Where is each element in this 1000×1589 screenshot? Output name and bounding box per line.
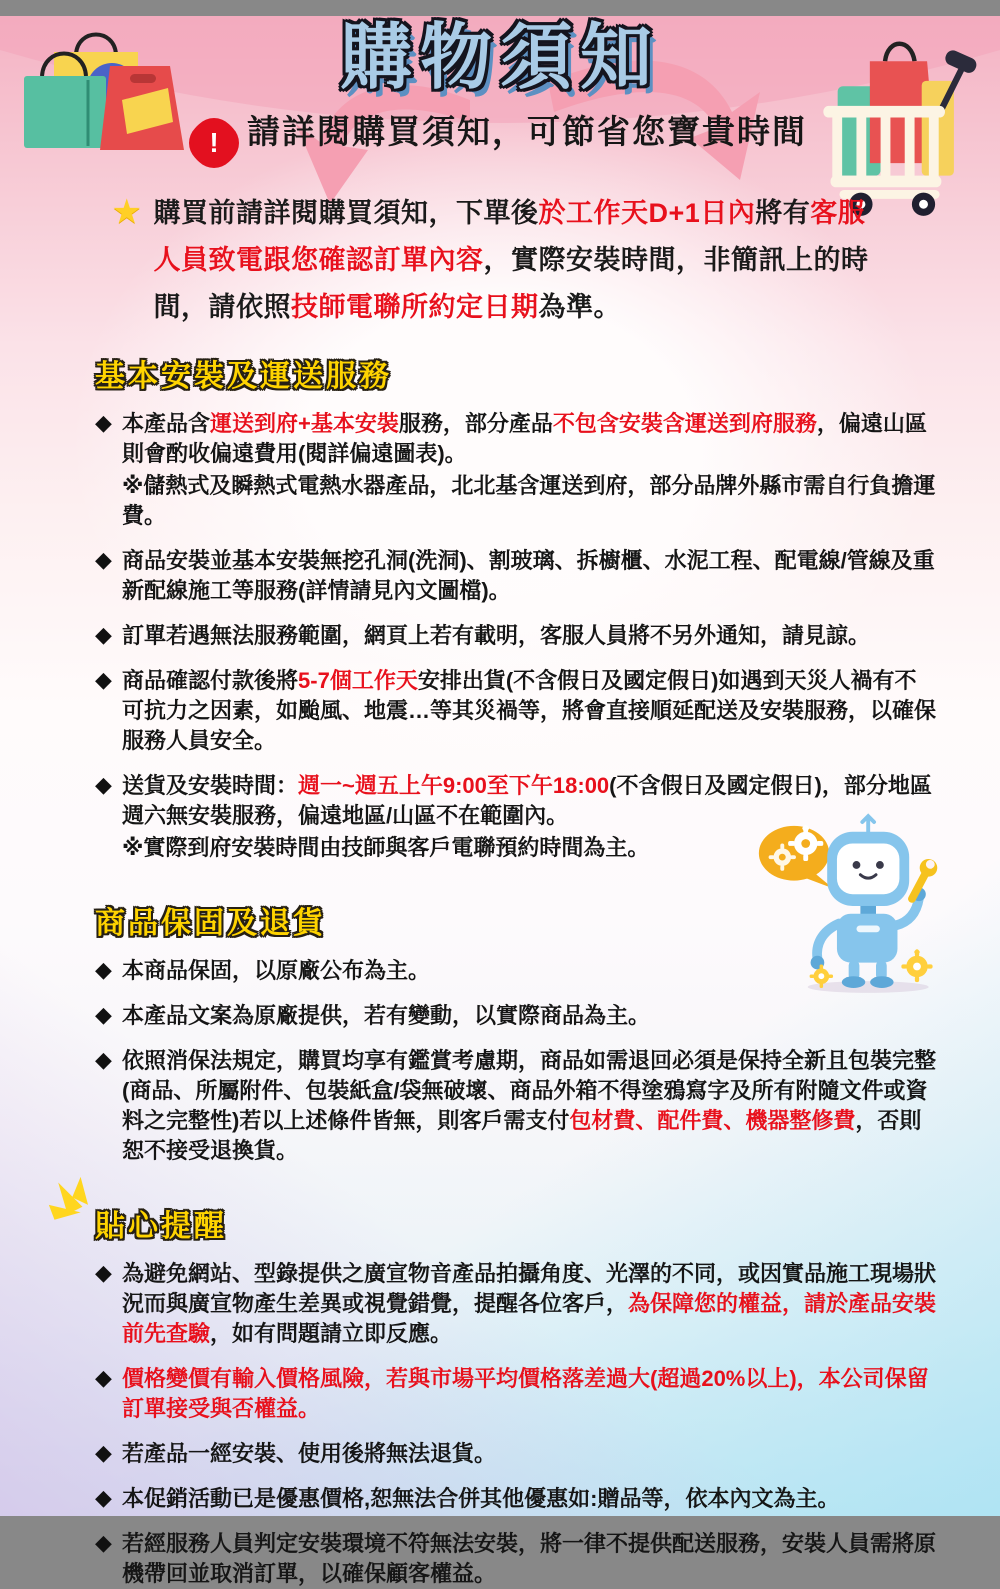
intro-text (154, 190, 889, 331)
sparkle-burst-icon (47, 1175, 103, 1231)
notice-bullet (95, 1364, 938, 1424)
notice-bullet (95, 546, 938, 606)
body-text: 商品安裝並基本安裝無挖孔洞(洗洞)、割玻璃、拆櫥櫃、水泥工程、配電線/管線及重新配線施工等服務(詳情請見內文圖檔)。 (122, 548, 935, 603)
diamond-bullet-icon: ◆ (95, 1440, 112, 1465)
diamond-bullet-icon: ◆ (95, 957, 112, 982)
body-text: ，否則恕不接受退換貨。 (122, 1108, 922, 1163)
body-text: 依照消保法規定，購買均享有鑑賞考慮期，商品如需退回必須是保持全新且包裝完整 (商品、所屬附件、包裝紙盒/袋無破壞、商品外箱不得塗鴉寫字及所有附隨文件或資料之完整性)若以上述條件皆無，則客戶需支付 (122, 1048, 937, 1133)
notice-bullet (95, 1001, 938, 1031)
notice-content (0, 331, 1000, 1589)
body-text: 本產品含 (122, 411, 211, 436)
body-text: 本產品文案為原廠提供，若有變動，以實際商品為主。 (122, 1003, 651, 1028)
notice-bullet (95, 1259, 938, 1349)
emphasis-red-text: 週一~週五上午9:00至下午18:00 (298, 773, 610, 798)
diamond-bullet-icon: ◆ (95, 1260, 112, 1285)
body-text: ，如有問題請立即反應。 (210, 1321, 453, 1346)
diamond-bullet-icon: ◆ (95, 1365, 112, 1390)
section-friendly-reminder (95, 1181, 938, 1589)
bullet-list (95, 956, 938, 1166)
emphasis-red-text: 技師電聯所約定日期 (291, 292, 539, 322)
exclamation-badge-icon: ! (193, 122, 235, 164)
diamond-bullet-icon: ◆ (95, 410, 112, 435)
notice-note: ※實際到府安裝時間由技師與客戶電聯預約時間為主。 (122, 835, 650, 860)
bullet-list (95, 409, 938, 863)
emphasis-red-text: 客服人員致電跟您確認訂單內容 (153, 198, 866, 275)
body-text: 安排出貨(不含假日及國定假日)如遇到天災人禍有不可抗力之因素，如颱風、地震…等其災禍等，將會直接順延配送及安裝服務，以確保服務人員安全。 (122, 668, 937, 753)
notice-note: ※儲熱式及瞬熱式電熱水器產品，北北基含運送到府，部分品牌外縣市需自行負擔運費。 (122, 473, 936, 528)
emphasis-red-text: 為保障您的權益，請於產品安裝前先查驗 (122, 1291, 937, 1346)
section-title-reminder: 貼心提醒 (95, 1201, 227, 1245)
diamond-bullet-icon: ◆ (95, 772, 112, 797)
emphasis-red-text: 包材費、配件費、機器整修費 (569, 1108, 856, 1133)
notice-bullet (95, 1529, 938, 1589)
emphasis-red-text: 5-7個工作天 (298, 668, 418, 693)
emphasis-red-text: 不包含安裝含運送到府服務 (552, 411, 817, 436)
body-text: ，實際安裝時間，非簡訊上的時間，請依照 (153, 245, 869, 322)
diamond-bullet-icon: ◆ (95, 1530, 112, 1555)
notice-bullet (95, 666, 938, 756)
subtitle (0, 106, 1000, 164)
emphasis-red-text: 價格變價有輸入價格風險，若與市場平均價格落差過大(超過20%以上)，本公司保留訂單接受與否權益。 (122, 1366, 929, 1421)
diamond-bullet-icon: ◆ (95, 1485, 112, 1510)
diamond-bullet-icon: ◆ (95, 1047, 112, 1072)
intro-note (112, 190, 889, 331)
section-installation-shipping (95, 331, 938, 863)
body-text: 為避免網站、型錄提供之廣宣物音產品拍攝角度、光澤的不同，或因實品施工現場狀況而與廣宣物產生差異或視覺錯覺，提醒各位客戶， (122, 1261, 937, 1316)
notice-bullet (95, 1484, 938, 1514)
body-text: ，偏遠山區 則會酌收偏遠費用(閱詳偏遠圖表)。 (122, 411, 927, 466)
subtitle-text: 請詳閱購買須知，可節省您寶貴時間 (247, 113, 807, 150)
body-text: 服務，部分產品 (398, 411, 553, 436)
body-text: 為準。 (538, 292, 621, 322)
body-text: 商品確認付款後將 (122, 668, 299, 693)
star-icon: ★ (111, 193, 142, 231)
section-title-warranty: 商品保固及退貨 (95, 907, 326, 940)
diamond-bullet-icon: ◆ (95, 622, 112, 647)
section-title-installation: 基本安裝及運送服務 (95, 360, 392, 393)
body-text: 送貨及安裝時間： (122, 773, 299, 798)
body-text: 若產品一經安裝、使用後將無法退貨。 (122, 1441, 497, 1466)
diamond-bullet-icon: ◆ (95, 667, 112, 692)
emphasis-red-text: 運送到府+基本安裝 (210, 411, 399, 436)
bullet-list (95, 1259, 938, 1589)
notice-bullet (95, 409, 938, 531)
shopping-notice-page (0, 16, 1000, 1586)
body-text: 將有 (755, 198, 811, 228)
section-warranty-returns (95, 878, 938, 1166)
body-text: 若經服務人員判定安裝環境不符無法安裝，將一律不提供配送服務，安裝人員需將原機帶回並取消訂單，以確保顧客權益。 (122, 1531, 937, 1586)
diamond-bullet-icon: ◆ (95, 1002, 112, 1027)
notice-bullet (95, 771, 938, 863)
notice-bullet (95, 1439, 938, 1469)
notice-bullet (95, 956, 938, 986)
notice-bullet (95, 621, 938, 651)
body-text: 購買前請詳閱購買須知，下單後 (153, 198, 539, 228)
body-text: 本商品保固，以原廠公布為主。 (122, 958, 431, 983)
body-text: 訂單若遇無法服務範圍，網頁上若有載明，客服人員將不另外通知，請見諒。 (122, 623, 871, 648)
body-text: (不含假日及國定假日)，部分地區週六無安裝服務，偏遠地區/山區不在範圍內。 (122, 773, 932, 828)
emphasis-red-text: 於工作天D+1日內 (538, 198, 756, 228)
page-title: 購物須知 (339, 18, 660, 98)
body-text: 本促銷活動已是優惠價格,恕無法合併其他優惠如:贈品等，依本內文為主。 (122, 1486, 840, 1511)
notice-bullet (95, 1046, 938, 1166)
diamond-bullet-icon: ◆ (95, 547, 112, 572)
